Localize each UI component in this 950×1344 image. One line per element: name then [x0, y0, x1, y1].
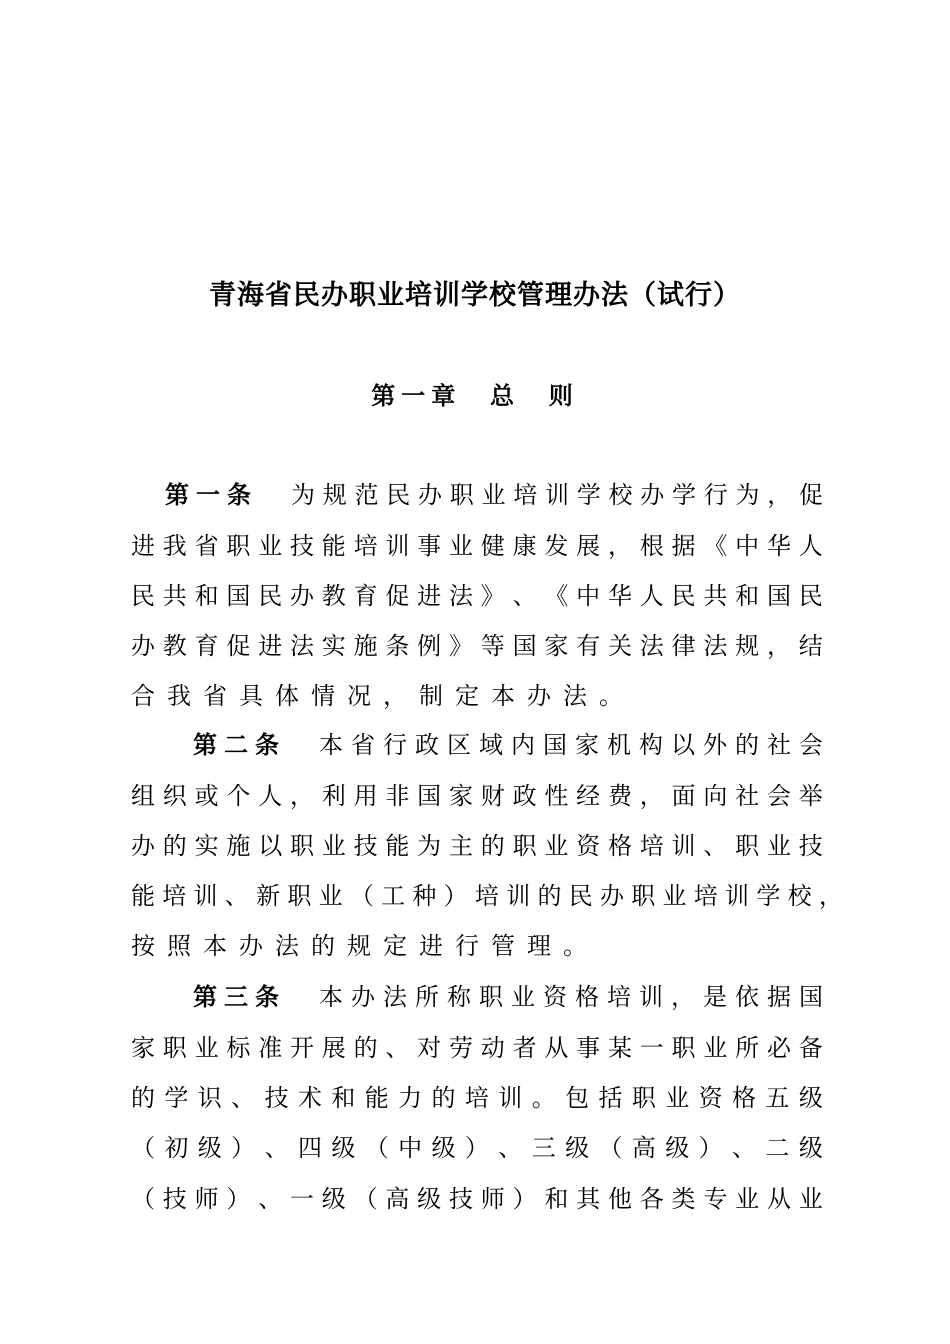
article-label: 第 二 条 — [193, 730, 279, 759]
document-title: 青海省民办职业培训学校管理办法（试行） — [209, 280, 741, 311]
chapter-heading: 第一章 总 则 — [371, 381, 579, 410]
article-first-line — [193, 977, 823, 1017]
paragraph-line: 按 照 本 办 法 的 规 定 进 行 管 理 。 — [131, 932, 587, 960]
article-text: 本 省 行 政 区 域 内 国 家 机 构 以 外 的 社 会 — [319, 731, 823, 759]
article-label: 第 一 条 — [165, 480, 251, 509]
paragraph-line: 能 培 训 、 新 职 业 （ 工 种 ） 培 训 的 民 办 职 业 培 训 学 校 ， — [131, 882, 843, 910]
article-first-line — [193, 725, 823, 765]
paragraph-line: 家 职 业 标 准 开 展 的 、 对 劳 动 者 从 事 某 一 职 业 所 必 备 — [131, 1034, 823, 1062]
paragraph-line: 民 共 和 国 民 办 教 育 促 进 法 》 、 《 中 华 人 民 共 和 国 民 — [131, 582, 823, 610]
paragraph-line: 办 的 实 施 以 职 业 技 能 为 主 的 职 业 资 格 培 训 、 职 业 技 — [131, 832, 823, 860]
paragraph-line: 办 教 育 促 进 法 实 施 条 例 》 等 国 家 有 关 法 律 法 规 ， 结 — [131, 632, 823, 660]
article-text: 本 办 法 所 称 职 业 资 格 培 训 ， 是 依 据 国 — [319, 983, 823, 1011]
paragraph-line: 组 织 或 个 人 ， 利 用 非 国 家 财 政 性 经 费 ， 面 向 社 会 举 — [131, 782, 823, 810]
paragraph-line: 合 我 省 具 体 情 况 ， 制 定 本 办 法 。 — [131, 682, 623, 710]
paragraph-line: （ 初 级 ） 、 四 级 （ 中 级 ） 、 三 级 （ 高 级 ） 、 二 级 — [131, 1134, 823, 1162]
paragraph-line: 的 学 识 、 技 术 和 能 力 的 培 训 。 包 括 职 业 资 格 五 级 — [131, 1084, 823, 1112]
article-first-line — [165, 475, 823, 515]
paragraph-line: 进 我 省 职 业 技 能 培 训 事 业 健 康 发 展 ， 根 据 《 中 华 人 — [131, 532, 823, 560]
paragraph-line: （ 技 师 ） 、 一 级 （ 高 级 技 师 ） 和 其 他 各 类 专 业 从 业 — [131, 1185, 823, 1213]
article-label: 第 三 条 — [193, 982, 279, 1011]
article-text: 为 规 范 民 办 职 业 培 训 学 校 办 学 行 为 ， 促 — [291, 481, 823, 509]
